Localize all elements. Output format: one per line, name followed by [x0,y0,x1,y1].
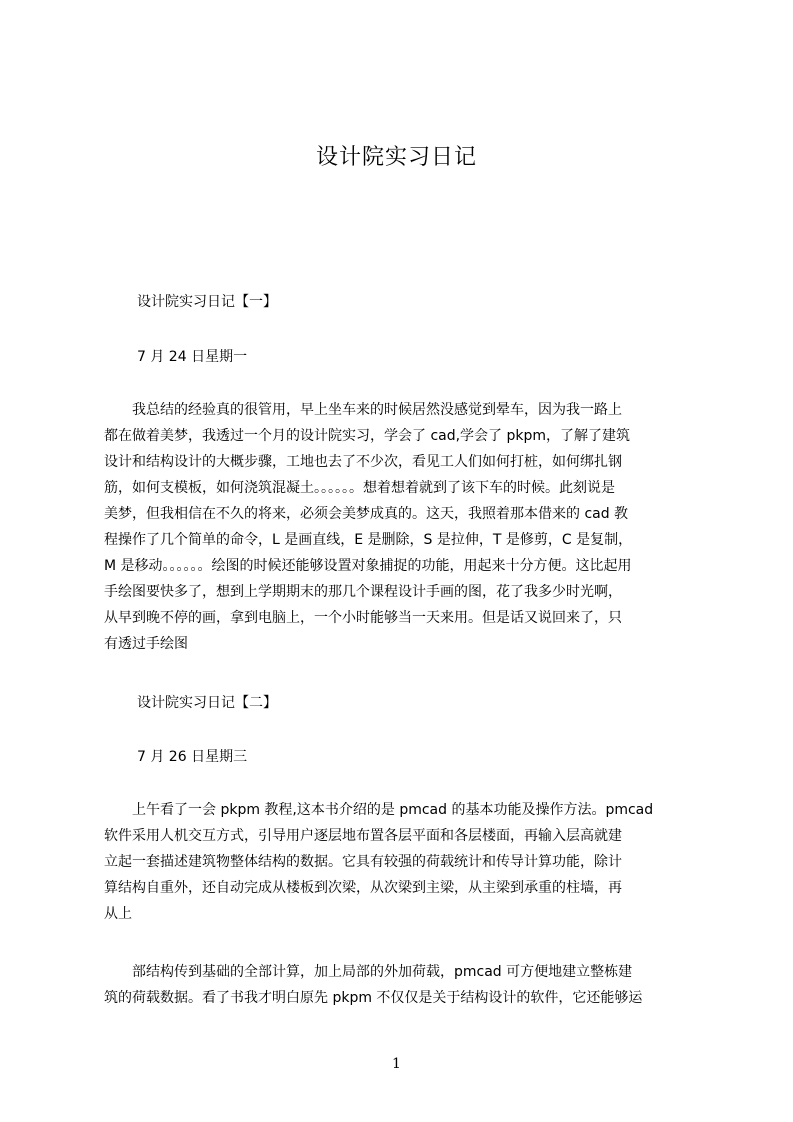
entry-1-heading: 设计院实习日记【一】 [137,294,277,310]
body-line: 都在做着美梦，我透过一个月的设计院实习，学会了 cad,学会了 pkpm，了解了建筑 [104,428,631,444]
body-line: 立起一套描述建筑物整体结构的数据。它具有较强的荷载统计和传导计算功能，除计 [104,854,622,870]
body-line: 筑的荷载数据。看了书我才明白原先 pkpm 不仅仅是关于结构设计的软件，它还能够运 [104,990,643,1006]
page-number: 1 [392,1056,401,1072]
entry-2-body-2 [104,959,698,1011]
body-line: 部结构传到基础的全部计算，加上局部的外加荷载，pmcad 可方便地建立整栋建 [104,964,633,980]
entry-1-date: 7 月 24 日星期一 [137,349,248,365]
entry-2-heading: 设计院实习日记【二】 [137,695,277,711]
document-title: 设计院实习日记 [315,145,477,170]
body-line: 软件采用人机交互方式，引导用户逐层地布置各层平面和各层楼面，再输入层高就建 [104,828,622,844]
body-line: 程操作了几个简单的命令，L 是画直线，E 是删除，S 是拉伸，T 是修剪，C 是复制， [104,532,633,548]
entry-2-body-1 [104,797,698,927]
body-line: 手绘图要快多了，想到上学期期末的那几个课程设计手画的图，花了我多少时光啊， [104,584,622,600]
body-line: 从早到晚不停的画，拿到电脑上，一个小时能够当一天来用。但是话又说回来了，只 [104,610,622,626]
body-line: 算结构自重外，还自动完成从楼板到次梁，从次梁到主梁，从主梁到承重的柱墙，再 [104,880,622,896]
body-line: 我总结的经验真的很管用，早上坐车来的时候居然没感觉到晕车，因为我一路上 [104,402,622,418]
body-line: 设计和结构设计的大概步骤，工地也去了不少次，看见工人们如何打桩，如何绑扎钢 [104,454,622,470]
body-line: 有透过手绘图 [104,636,188,652]
body-line: 上午看了一会 pkpm 教程,这本书介绍的是 pmcad 的基本功能及操作方法。pmcad [104,802,654,818]
body-line: M 是移动。。。。。。绘图的时候还能够设置对象捕捉的功能，用起来十分方便。这比起用 [104,558,632,574]
entry-2-date: 7 月 26 日星期三 [137,749,248,765]
body-line: 筋，如何支模板，如何浇筑混凝土。。。。。。想着想着就到了该下车的时候。此刻说是 [104,480,615,496]
entry-1-body [104,397,698,657]
body-line: 从上 [104,906,132,922]
body-line: 美梦，但我相信在不久的将来，必须会美梦成真的。这天，我照着那本借来的 cad 教 [104,506,629,522]
